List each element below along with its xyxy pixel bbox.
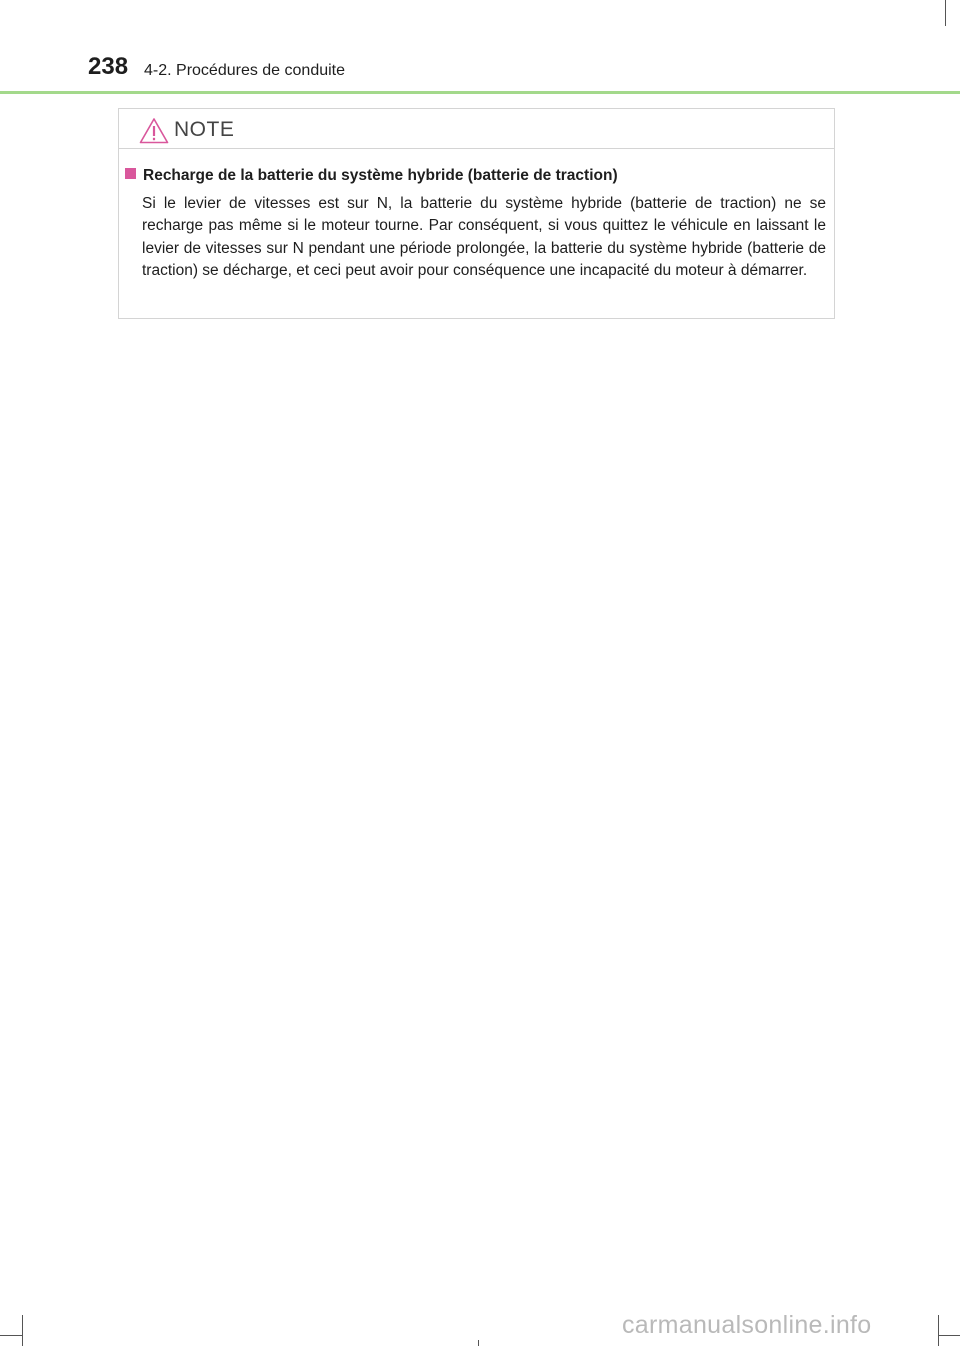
watermark: carmanualsonline.info (622, 1311, 872, 1339)
bullet-square-icon (125, 168, 136, 179)
crop-mark-bottom-center (478, 1340, 479, 1346)
section-title: 4-2. Procédures de conduite (144, 62, 346, 79)
crop-mark-bottom-left-v (22, 1315, 23, 1346)
header-rule (0, 91, 960, 94)
note-box (118, 108, 835, 319)
crop-mark-bottom-left-h (0, 1335, 22, 1336)
page-number: 238 (88, 53, 129, 80)
crop-mark-bottom-right-v (938, 1315, 939, 1346)
note-item-heading-text: Recharge de la batterie du système hybride (batterie de traction) (143, 167, 618, 184)
crop-mark-top-right (945, 0, 946, 26)
warning-triangle-icon (139, 117, 169, 144)
note-item-heading (125, 165, 618, 187)
note-header (119, 109, 834, 149)
crop-mark-bottom-right-h (938, 1335, 960, 1336)
note-label: NOTE (174, 118, 235, 141)
note-item-text: Si le levier de vitesses est sur N, la batterie du système hybride (batterie de traction) ne se recharge pas même si le moteur tourne. Par conséquent, si vous quittez le véhicule en laissant le levier de vitesses sur N pendant une période prolongée, la batterie du système hybride (batterie de traction) se décharge, et ceci peut avoir pour conséquence une incapacité du moteur à démarrer. (142, 195, 826, 279)
